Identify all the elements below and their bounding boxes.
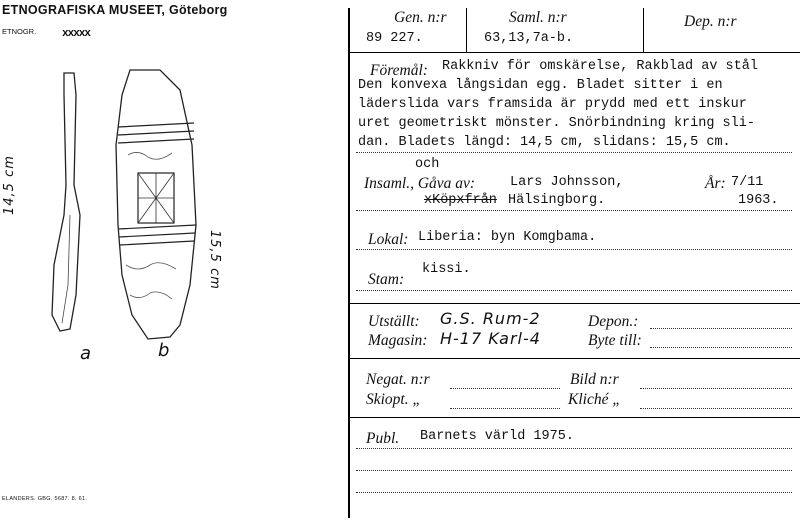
mid-rule: [350, 303, 800, 304]
insaml-year: 1963.: [738, 193, 779, 208]
foremal-line-2: Den konvexa långsidan egg. Bladet sitter i en: [358, 78, 723, 93]
gen-value: 89 227.: [366, 31, 423, 46]
negat-label: Negat. n:r: [366, 371, 430, 388]
foremal-line-1: Rakkniv för omskärelse, Rakblad av stål: [442, 59, 758, 74]
cliche-label: Kliché „: [568, 391, 621, 408]
insaml-label: Insaml., Gåva av:: [364, 175, 476, 192]
ar-label: År:: [705, 175, 726, 192]
storage-rule: [350, 358, 800, 359]
foremal-label: Föremål:: [370, 62, 428, 79]
utstallt-label: Utställt:: [368, 313, 420, 330]
insaml-och: och: [415, 157, 440, 172]
blade-length-note: 14,5 cm: [2, 155, 17, 215]
header-separator-2: [643, 8, 644, 52]
gen-label: Gen. n:r: [394, 9, 447, 26]
saml-label: Saml. n:r: [509, 9, 567, 26]
stam-value: kissi.: [422, 262, 471, 277]
magasin-value: H-17 Karl-4: [440, 329, 541, 348]
lokal-label: Lokal:: [368, 231, 409, 248]
etnogr-value: xxxxx: [62, 28, 91, 40]
publ-label: Publ.: [366, 430, 400, 447]
skiopt-label: Skiopt. „: [366, 391, 422, 408]
depon-label: Depon.:: [588, 313, 639, 330]
utstallt-value: G.S. Rum-2: [440, 309, 541, 328]
label-a: a: [80, 343, 93, 364]
foremal-line-5: dan. Bladets längd: 14,5 cm, slidans: 15,5 cm.: [358, 135, 731, 150]
label-b: b: [158, 340, 171, 361]
card-divider: [348, 8, 350, 518]
header-rule: [350, 52, 800, 53]
bild-label: Bild n:r: [570, 371, 619, 388]
sheath-binding-bottom: [118, 225, 196, 245]
kopt-struck: xKöpxfrån: [424, 193, 497, 208]
ar-value: 7/11: [731, 175, 764, 190]
saml-value: 63,13,7a-b.: [484, 31, 574, 46]
etnogr-label: ETNOGR.: [2, 27, 37, 36]
publ-value: Barnets värld 1975.: [420, 429, 574, 444]
foremal-line-4: uret geometriskt mönster. Snörbindning kring sli-: [358, 116, 755, 131]
dep-label: Dep. n:r: [684, 13, 737, 30]
header-separator-1: [466, 8, 467, 52]
artifact-drawing: [30, 65, 260, 375]
stam-label: Stam:: [368, 271, 405, 288]
blade-edge: [62, 215, 70, 323]
sheath-length-note: 15,5 cm: [207, 230, 222, 290]
byte-label: Byte till:: [588, 332, 642, 349]
lokal-value: Liberia: byn Komgbama.: [418, 230, 597, 245]
sheath-binding-top: [118, 123, 194, 143]
kopt-value: Hälsingborg.: [508, 193, 606, 208]
foremal-line-3: läderslida vars framsida är prydd med ett inskur: [358, 97, 747, 112]
museum-name: ETNOGRAFISKA MUSEET, Göteborg: [2, 3, 228, 17]
blade-outline: [52, 73, 80, 331]
photo-rule: [350, 417, 800, 418]
printer-mark: ELANDERS. GBG. 5687. 8. 61.: [2, 496, 88, 502]
insaml-value: Lars Johnsson,: [510, 175, 624, 190]
magasin-label: Magasin:: [368, 332, 428, 349]
